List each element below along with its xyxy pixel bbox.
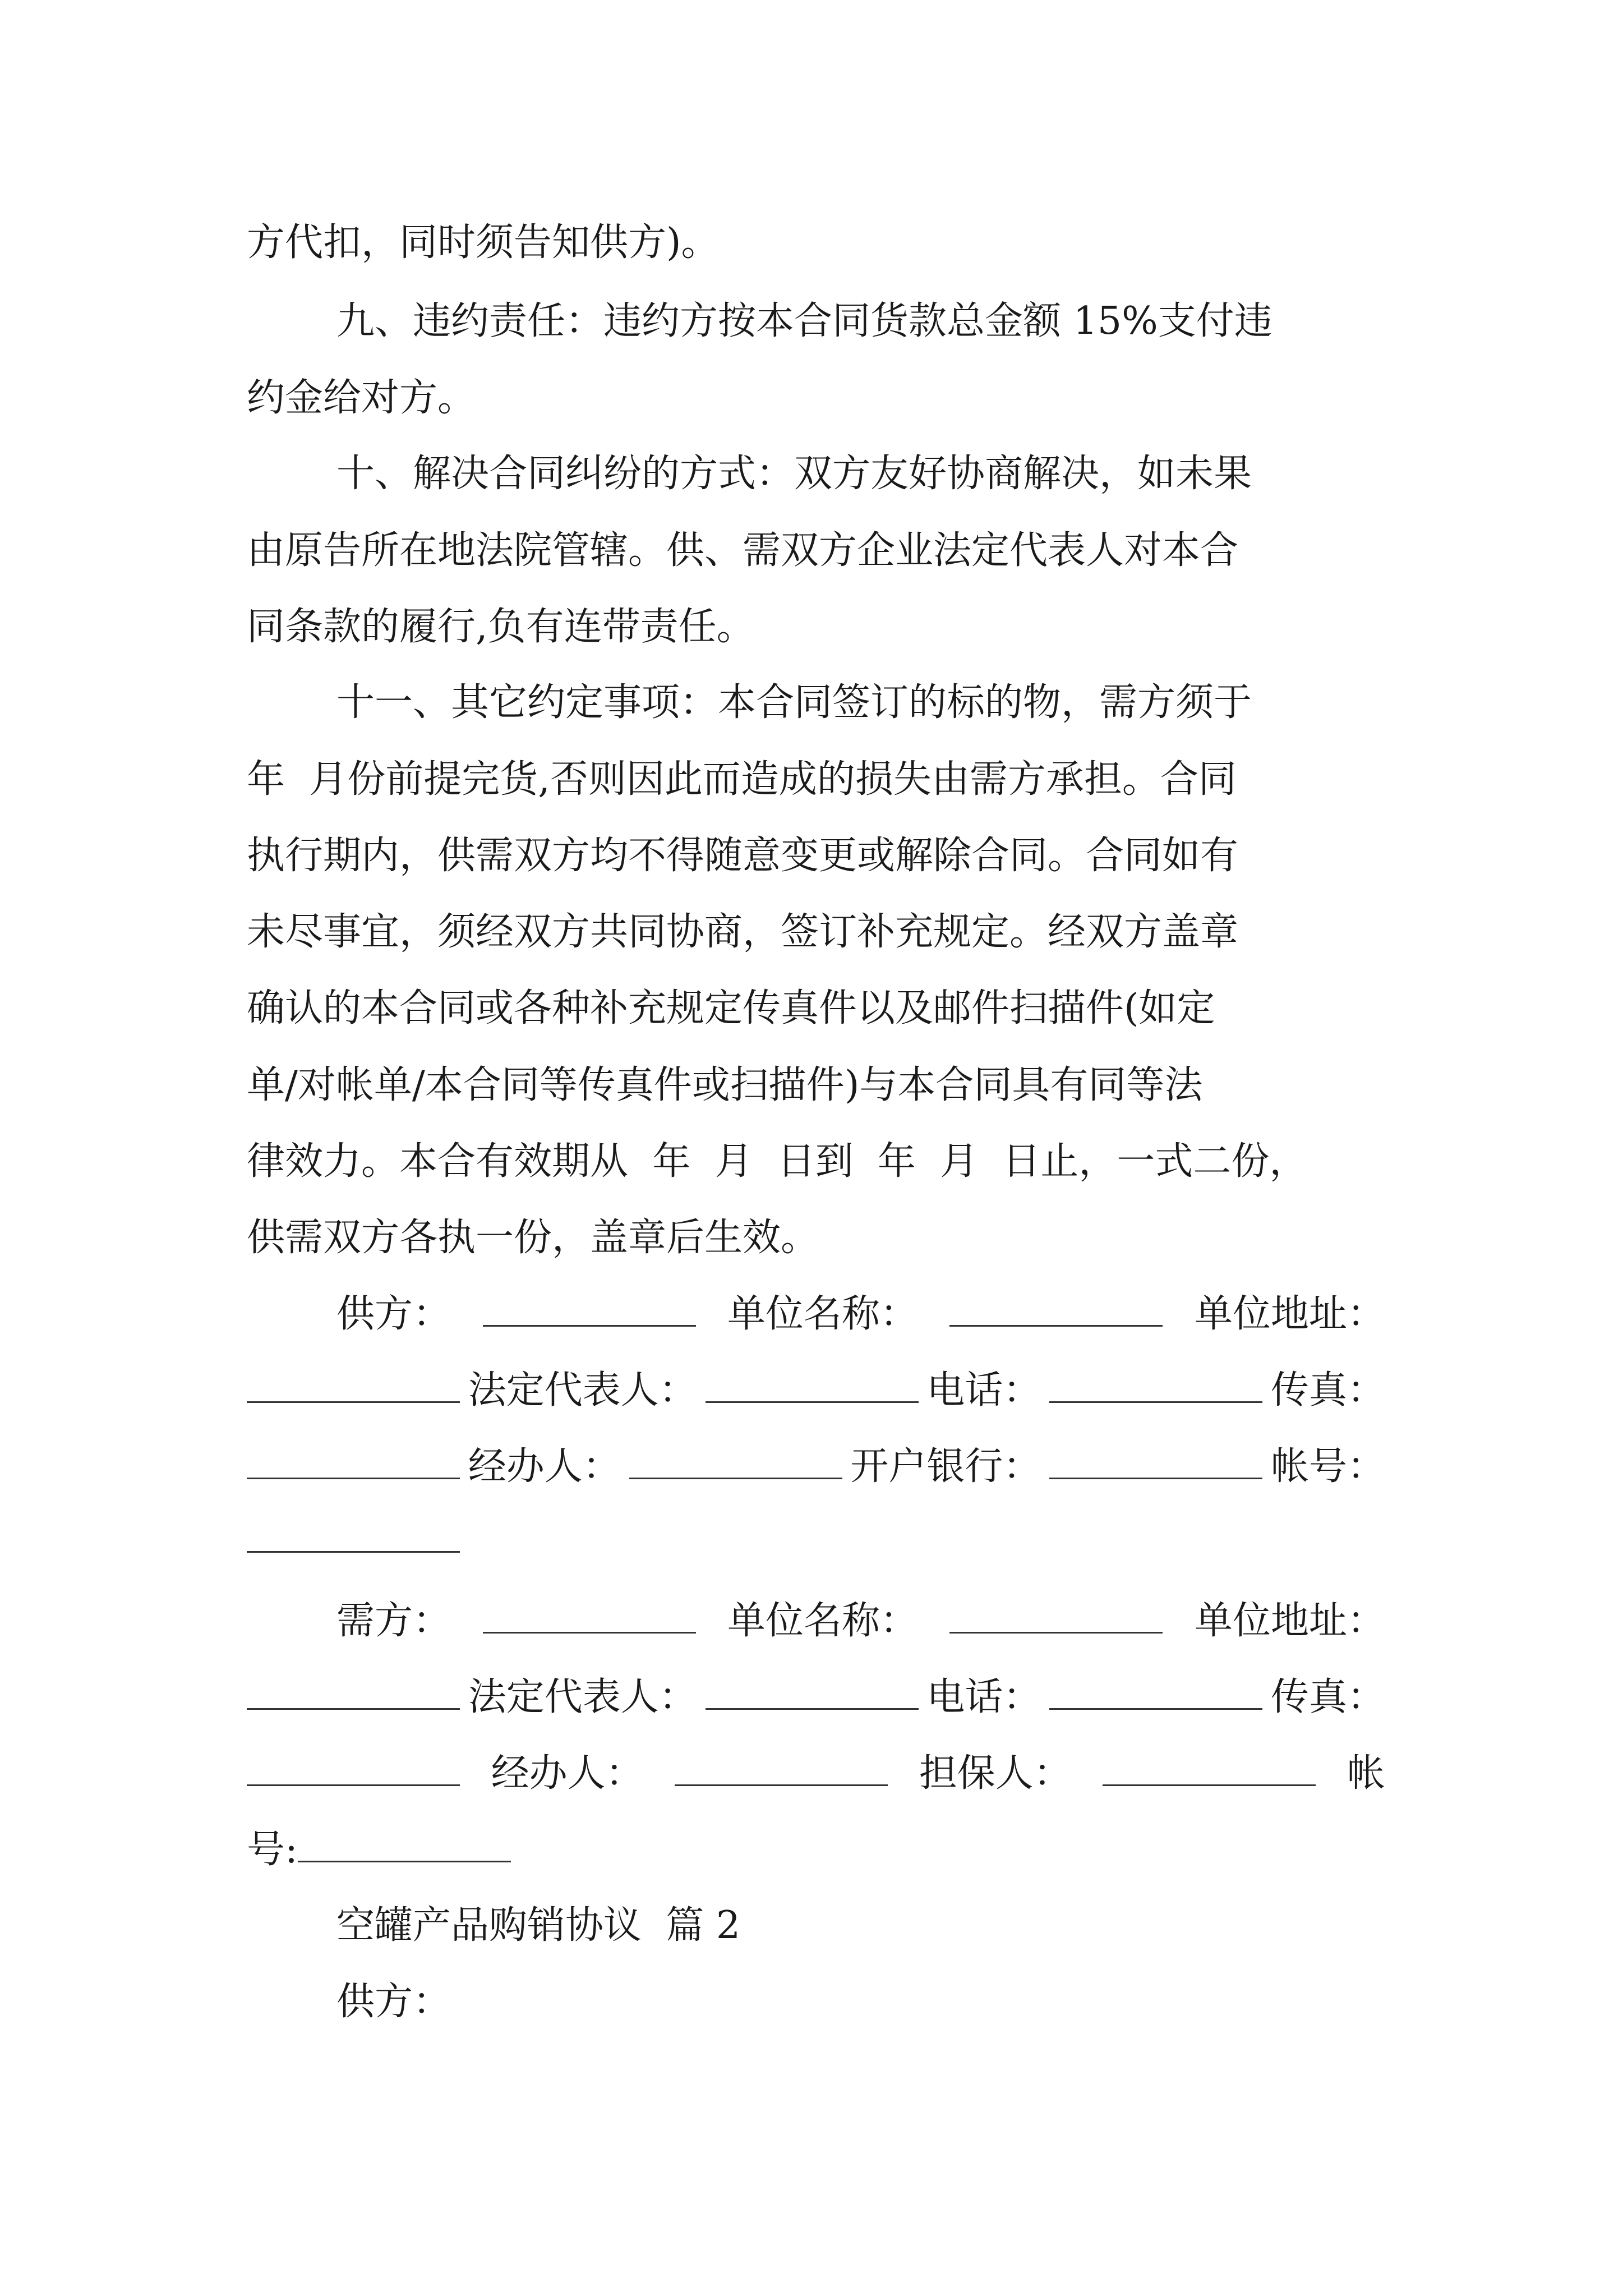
supplier-blank	[483, 1291, 696, 1327]
clause-11-line-8	[247, 1213, 1385, 1263]
paragraph-line	[247, 218, 1385, 268]
paragraph-text: 十、解决合同纠纷的方式：双方友好协商解决，如未果	[336, 452, 1252, 496]
clause-11-line-3	[247, 831, 1385, 881]
clause-10-line-3	[247, 602, 1385, 652]
section-supplier-line	[336, 1977, 1385, 2027]
clause-11-line-6	[247, 1060, 1385, 1111]
paragraph-text: 供需双方各执一份，盖章后生效。	[247, 1216, 819, 1260]
clause-11-line-7	[247, 1137, 1385, 1187]
guarantor-blank	[1103, 1751, 1316, 1786]
paragraph-text: 十一、其它约定事项：本合同签订的标的物，需方须于	[336, 680, 1252, 725]
handler-label: 经办人：	[468, 1444, 621, 1489]
clause-9-line-2	[247, 373, 1385, 424]
paragraph-text: 未尽事宜，须经双方共同协商，签订补充规定。经双方盖章	[247, 910, 1239, 954]
unit-name-blank	[949, 1598, 1163, 1634]
phone-label: 电话：	[926, 1675, 1041, 1719]
paragraph-text: 执行期内，供需双方均不得随意变更或解除合同。合同如有	[247, 834, 1239, 878]
supplier-row-3	[247, 1442, 1385, 1492]
supplier-row-1	[336, 1289, 1385, 1340]
section-supplier-label: 供方：	[336, 1980, 451, 2024]
fax-label: 传真：	[1270, 1675, 1385, 1719]
account-blank	[298, 1827, 511, 1862]
unit-name-blank	[949, 1291, 1163, 1327]
supplier-row-4	[247, 1517, 1385, 1553]
legal-rep-blank	[706, 1674, 919, 1710]
unit-name-label: 单位名称：	[727, 1599, 918, 1643]
clause-11-line-1	[336, 678, 1385, 728]
clause-11-line-5	[247, 983, 1385, 1034]
legal-rep-label: 法定代表人：	[468, 1675, 697, 1719]
handler-blank	[675, 1751, 888, 1786]
section-title: 空罐产品购销协议 篇 2	[336, 1903, 741, 1948]
paragraph-text: 由原告所在地法院管辖。供、需双方企业法定代表人对本合	[247, 528, 1239, 573]
fax-blank	[247, 1444, 460, 1479]
unit-name-label: 单位名称：	[727, 1292, 918, 1336]
buyer-label: 需方：	[336, 1599, 451, 1643]
paragraph-text: 同条款的履行,负有连带责任。	[247, 605, 755, 649]
unit-address-label: 单位地址：	[1194, 1599, 1385, 1643]
clause-9-line-1	[336, 296, 1385, 347]
fax-blank	[247, 1751, 460, 1786]
supplier-row-2	[247, 1365, 1385, 1416]
unit-address-label: 单位地址：	[1194, 1292, 1385, 1336]
buyer-row-1	[336, 1596, 1385, 1646]
buyer-row-4	[247, 1825, 1385, 1875]
clause-11-line-4	[247, 907, 1385, 958]
account-blank	[247, 1517, 460, 1553]
legal-rep-label: 法定代表人：	[468, 1368, 697, 1412]
section-title-line	[336, 1901, 1385, 1951]
supplier-label: 供方：	[336, 1292, 451, 1336]
fax-label: 传真：	[1270, 1368, 1385, 1412]
paragraph-text: 确认的本合同或各种补充规定传真件以及邮件扫描件(如定	[247, 986, 1215, 1030]
buyer-row-2	[247, 1672, 1385, 1723]
account-label-continued: 号:	[247, 1828, 298, 1872]
clause-10-line-2	[247, 526, 1385, 576]
handler-blank	[629, 1444, 842, 1479]
buyer-blank	[483, 1598, 696, 1634]
clause-10-line-1	[336, 449, 1385, 499]
unit-address-blank	[247, 1368, 460, 1403]
legal-rep-blank	[706, 1368, 919, 1403]
phone-blank	[1049, 1674, 1262, 1710]
buyer-row-3	[247, 1749, 1385, 1799]
paragraph-text: 年 月份前提完货,否则因此而造成的损失由需方承担。合同	[247, 757, 1237, 802]
phone-blank	[1049, 1368, 1262, 1403]
paragraph-text: 单/对帐单/本合同等传真件或扫描件)与本合同具有同等法	[247, 1063, 1203, 1107]
paragraph-text: 方代扣，同时须告知供方)。	[247, 220, 720, 265]
account-label: 帐号：	[1270, 1444, 1385, 1489]
bank-label: 开户银行：	[850, 1444, 1041, 1489]
paragraph-text: 律效力。本合有效期从 年 月 日到 年 月 日止，一式二份，	[247, 1139, 1308, 1184]
guarantor-label: 担保人：	[919, 1751, 1072, 1796]
unit-address-blank	[247, 1674, 460, 1710]
paragraph-text: 九、违约责任：违约方按本合同货款总金额 15%支付违	[336, 299, 1272, 343]
bank-blank	[1049, 1444, 1262, 1479]
clause-11-line-2	[247, 754, 1385, 805]
paragraph-text: 约金给对方。	[247, 376, 476, 420]
phone-label: 电话：	[926, 1368, 1041, 1412]
handler-label: 经办人：	[491, 1751, 644, 1796]
account-label: 帐	[1347, 1751, 1385, 1796]
